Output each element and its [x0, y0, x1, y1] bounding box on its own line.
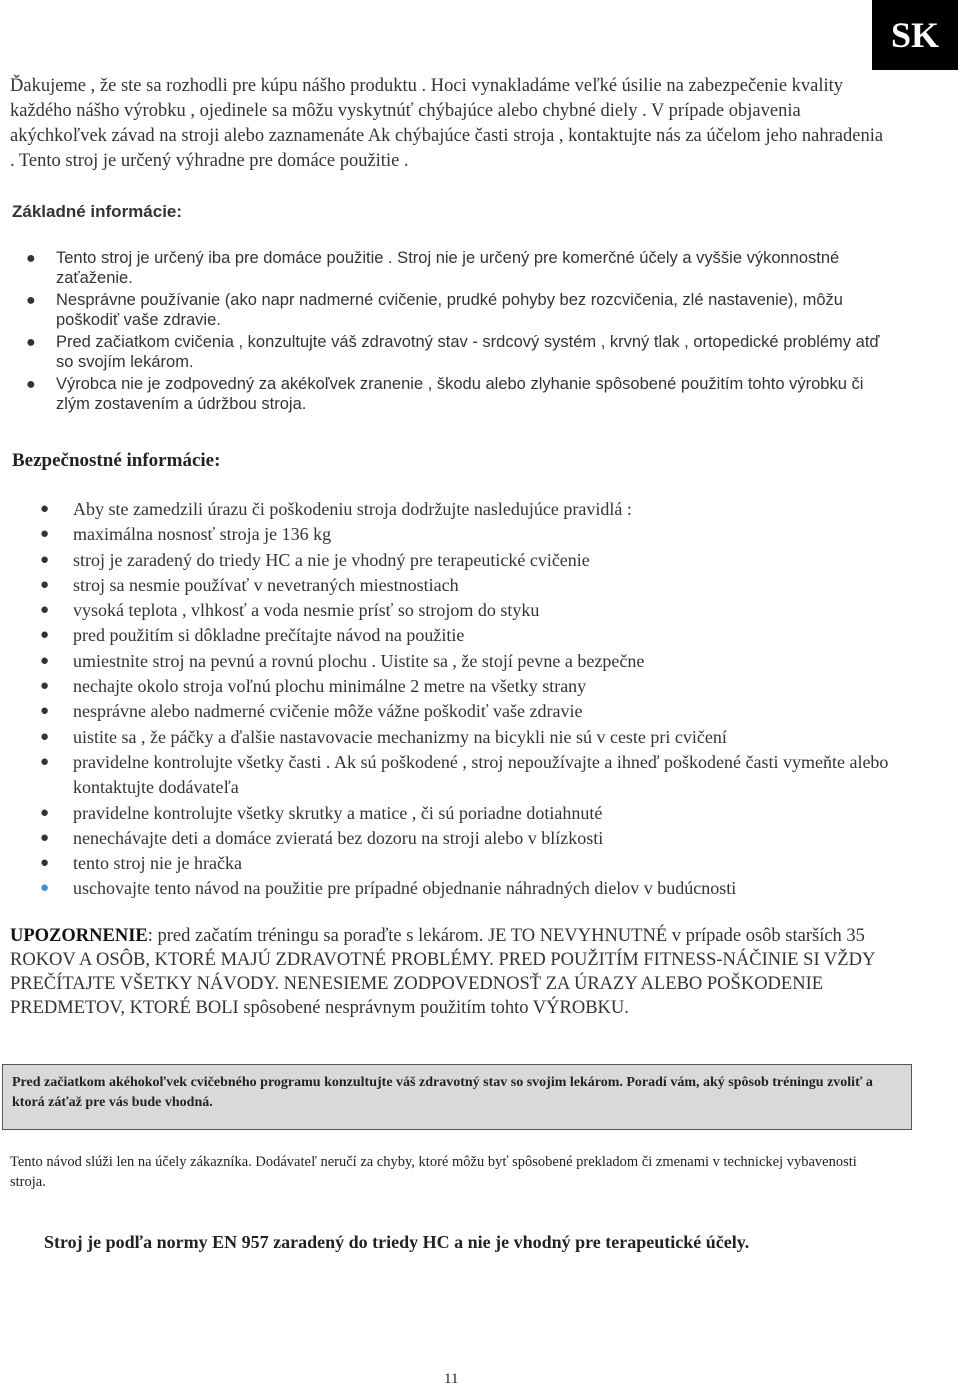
- bullet-icon: ●: [40, 855, 50, 872]
- bullet-icon: ●: [40, 627, 50, 644]
- basic-info-list: [20, 248, 900, 416]
- bullet-icon: ●: [26, 376, 36, 393]
- warning-label: UPOZORNENIE: [10, 926, 148, 946]
- consult-doctor-notice: Pred začiatkom akéhokoľvek cvičebného programu konzultujte váš zdravotný stav so svojim lekárom. Poradí vám, aký spôsob tréningu zvoliť a ktorá záťaž pre vás bude vhodná.: [2, 1064, 912, 1130]
- list-item: ● Aby ste zamedzili úrazu či poškodeniu stroja dodržujte nasledujúce pravidlá :: [36, 497, 916, 522]
- basic-info-heading: Základné informácie:: [12, 202, 183, 221]
- bullet-icon: ●: [40, 501, 50, 517]
- list-item: ● stroj je zaradený do triedy HC a nie je vhodný pre terapeutické cvičenie: [36, 548, 916, 573]
- list-item: ● uistite sa , že páčky a ďalšie nastavovacie mechanizmy na bicykli nie sú v ceste pri cvičení: [36, 725, 916, 750]
- disclaimer-text: Tento návod slúži len na účely zákazníka. Dodávateľ neručí za chyby, ktoré môžu byť spôsobené prekladom či zmenami v technickej vybavenosti stroja.: [10, 1154, 857, 1190]
- list-item: ● tento stroj nie je hračka: [36, 851, 916, 876]
- bullet-icon: ●: [40, 652, 50, 669]
- list-item: ● umiestnite stroj na pevnú a rovnú plochu . Uistite sa , že stojí pevne a bezpečne: [36, 649, 916, 674]
- list-item: ● pravidelne kontrolujte všetky časti . Ak sú poškodené , stroj nepoužívajte a ihneď poškodené časti vymeňte alebo kontaktujte dodávateľa: [40, 751, 889, 798]
- bullet-icon: ●: [26, 334, 36, 351]
- bullet-icon: ●: [40, 829, 50, 846]
- bullet-icon: ●: [26, 250, 36, 267]
- list-item: ● uschovajte tento návod na použitie pre prípadné objednanie náhradných dielov v budúcnosti: [36, 876, 916, 901]
- bullet-icon: ●: [40, 880, 50, 897]
- bullet-icon: ●: [40, 576, 50, 593]
- norm-statement: Stroj je podľa normy EN 957 zaradený do triedy HC a nie je vhodný pre terapeutické účely.: [44, 1232, 750, 1252]
- list-item: ● vysoká teplota , vlhkosť a voda nesmie prísť so strojom do styku: [36, 598, 916, 623]
- list-item: ● maximálna nosnosť stroja je 136 kg: [36, 522, 916, 547]
- bullet-icon: ●: [40, 678, 50, 695]
- list-item: ● pravidelne kontrolujte všetky skrutky a matice , či sú poriadne dotiahnuté: [36, 801, 916, 826]
- list-item: ● Pred začiatkom cvičenia , konzultujte váš zdravotný stav - srdcový systém , krvný tlak , ortopedické problémy atď so svojím lekárom.: [26, 333, 880, 371]
- warning-paragraph: [10, 924, 890, 1020]
- list-item: ● Nesprávne používanie (ako napr nadmerné cvičenie, prudké pohyby bez rozcvičenia, zlé nastavenie), môžu poškodiť vaše zdravie.: [26, 291, 843, 329]
- safety-info-list: [36, 497, 916, 902]
- language-badge: SK: [872, 0, 958, 70]
- safety-info-heading: Bezpečnostné informácie:: [12, 450, 221, 471]
- bullet-icon: ●: [40, 703, 50, 720]
- bullet-icon: ●: [26, 292, 36, 309]
- page-number: 11: [444, 1371, 459, 1387]
- bullet-icon: ●: [40, 551, 50, 568]
- bullet-icon: ●: [40, 804, 50, 821]
- list-item: ● nenechávajte deti a domáce zvieratá bez dozoru na stroji alebo v blízkosti: [36, 826, 916, 851]
- list-item: ● nesprávne alebo nadmerné cvičenie môže vážne poškodiť vaše zdravie: [36, 699, 916, 724]
- list-item: ● stroj sa nesmie používať v nevetraných miestnostiach: [36, 573, 916, 598]
- intro-paragraph: Ďakujeme , že ste sa rozhodli pre kúpu nášho produktu . Hoci vynakladáme veľké úsilie na zabezpečenie kvality každého nášho výrobku , ojedinele sa môžu vyskytnúť chýbajúce alebo chybné diely . V prípade objavenia akýchkoľvek závad na stroji alebo zaznamenáte Ak chýbajúce časti stroja , kontaktujte nás za účelom jeho nahradenia . Tento stroj je určený výhradne pre domáce použitie .: [10, 76, 884, 171]
- list-item: ● nechajte okolo stroja voľnú plochu minimálne 2 metre na všetky strany: [36, 674, 916, 699]
- list-item: ● Výrobca nie je zodpovedný za akékoľvek zranenie , škodu alebo zlyhanie spôsobené použitím tohto výrobku či zlým zostavením a údržbou stroja.: [26, 375, 864, 413]
- bullet-icon: ●: [40, 753, 50, 770]
- bullet-icon: ●: [40, 602, 50, 619]
- bullet-icon: ●: [40, 728, 50, 745]
- bullet-icon: ●: [40, 526, 50, 543]
- list-item: ● Tento stroj je určený iba pre domáce použitie . Stroj nie je určený pre komerčné účely a vyššie výkonnostné zaťaženie.: [26, 249, 840, 287]
- warning-text: : pred začatím tréningu sa poraďte s lekárom. JE TO NEVYHNUTNÉ v prípade osôb starších 35 ROKOV A OSÔB, KTORÉ MAJÚ ZDRAVOTNÉ PROBLÉMY. PRED POUŽITÍM FITNESS-NÁČINIE SI VŽDY PREČÍTAJTE VŠETKY NÁVODY. NENESIEME ZODPOVEDNOSŤ ZA ÚRAZY ALEBO POŠKODENIE PREDMETOV, KTORÉ BOLI spôsobené nesprávnym použitím tohto VÝROBKU.: [10, 926, 875, 1018]
- list-item: ● pred použitím si dôkladne prečítajte návod na použitie: [36, 623, 916, 648]
